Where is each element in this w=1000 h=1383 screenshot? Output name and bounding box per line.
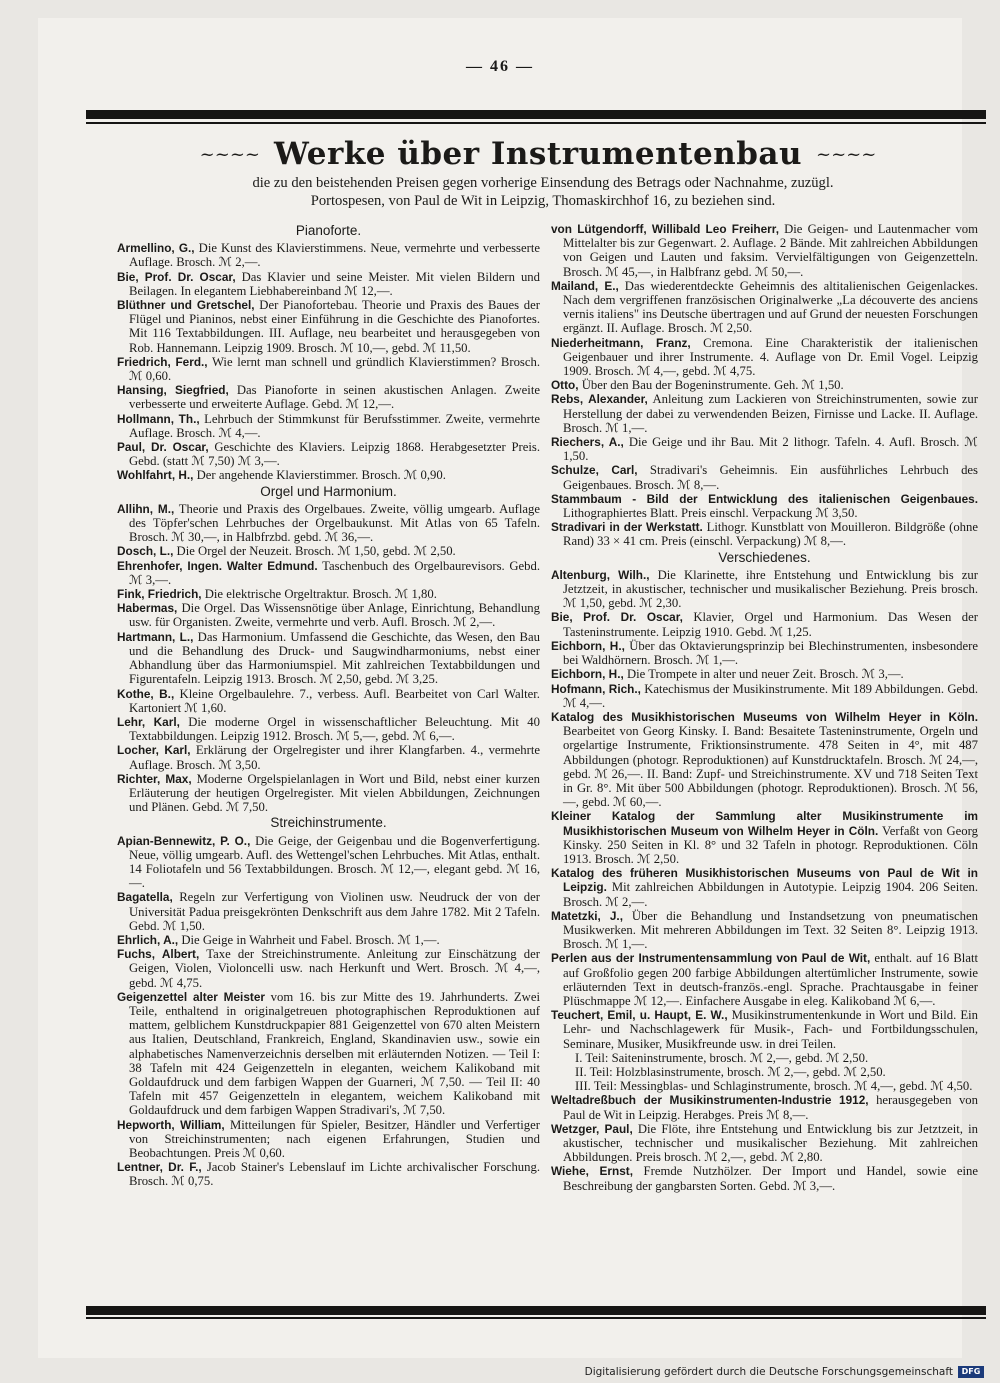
entry-text: Taxe der Streichinstrumente. Anleitung zur Einschätzung der Geigen, Violen, Violoncelli usw. nach Herkunft und Wert. Brosch. ℳ 4,—, gebd. ℳ 4,75. — [129, 947, 540, 990]
entry-author: Hartmann, L., — [117, 629, 194, 644]
entry-author: Bie, Prof. Dr. Oscar, — [117, 269, 236, 284]
book-entry — [117, 743, 540, 771]
title-swash-left: ~~~~ — [199, 143, 260, 165]
entry-author: Otto, — [551, 378, 579, 393]
book-entry — [117, 630, 540, 687]
entry-author: Hansing, Siegfried, — [117, 383, 229, 398]
entry-text: Lithographiertes Blatt. Preis einschl. Verpackung ℳ 3,50. — [563, 506, 858, 521]
book-entry — [117, 772, 540, 815]
book-entry — [551, 520, 978, 548]
book-entry — [551, 222, 978, 279]
entry-author: Stradivari in der Werkstatt. — [551, 520, 703, 535]
subtitle-line-1: die zu den beistehenden Preisen gegen vorherige Einsendung des Betrags oder Nachnahme, zuzügl. — [252, 175, 834, 191]
title-row — [118, 134, 958, 174]
entry-author: Hollmann, Th., — [117, 411, 200, 426]
footer — [585, 1366, 984, 1378]
entry-author: Riechers, A., — [551, 435, 624, 450]
book-entry — [551, 809, 978, 866]
entry-author: Locher, Karl, — [117, 743, 191, 758]
entry-text: Die moderne Orgel in wissenschaftlicher Beleuchtung. Mit 40 Textabbildungen. Leipzig 1912. Brosch. ℳ 5,—, gebd. ℳ 6,—. — [129, 714, 540, 744]
entry-text: Die Orgel der Neuzeit. Brosch. ℳ 1,50, gebd. ℳ 2,50. — [173, 544, 456, 559]
entry-text: Das Klavier und seine Meister. Mit vielen Bildern und Beilagen. In elegantem Liebhabereinband ℳ 12,—. — [129, 269, 540, 298]
book-entry — [117, 468, 540, 482]
entry-author: Altenburg, Wilh., — [551, 567, 650, 582]
entry-text: Über die Behandlung und Instandsetzung von pneumatischen Musikwerken. Mit mehreren Abbildungen im Text. 32 Seiten 8°. Leipzig 1913. Brosch. ℳ 1,—. — [563, 908, 978, 952]
section-heading: Streichinstrumente. — [270, 815, 387, 831]
book-entry — [117, 412, 540, 440]
right-column — [551, 222, 978, 1193]
book-entry — [117, 715, 540, 743]
entry-author: Rebs, Alexander, — [551, 392, 648, 407]
entry-author: Ehrlich, A., — [117, 932, 179, 947]
entry-text: Der angehende Klavierstimmer. Brosch. ℳ 0,90. — [193, 468, 446, 483]
book-entry — [551, 336, 978, 379]
book-entry — [551, 710, 978, 809]
entry-text: Lithogr. Kunstblatt von Mouilleron. Bildgröße (ohne Rand) 33 × 41 cm. Preis (einschl. Verpackung) ℳ 8,—. — [563, 520, 978, 549]
book-entry — [551, 1008, 978, 1051]
bottom-rule — [86, 1306, 986, 1315]
entry-author: Stammbaum - Bild der Entwicklung des italienischen Geigenbaues. — [551, 491, 978, 506]
entry-text: Fremde Nutzhölzer. Der Import und Handel, sowie eine Beschreibung der gangbarsten Sorten. Gebd. ℳ 3,—. — [563, 1164, 979, 1193]
entry-author: Dosch, L., — [117, 544, 174, 559]
entry-author: Lentner, Dr. F., — [117, 1160, 202, 1175]
book-entry — [551, 1164, 978, 1192]
entry-author: Wetzger, Paul, — [551, 1121, 633, 1136]
entry-text: Die Geige, der Geigenbau und die Bogenverfertigung. Neue, völlig umgearb. Aufl. des Wettengel'schen Lehrbuches. Mit Atlas, enthalt. 14 Foliotafeln und 56 Textabbildungen. Brosch. ℳ 12,—, elegant gebd. ℳ 16,—. — [129, 833, 540, 891]
title-swash-right: ~~~~ — [816, 143, 877, 165]
entry-text: Die Geigen- und Lautenmacher vom Mittelalter bis zur Gegenwart. 2. Auflage. 2 Bände. Mit zahlreichen Abbildungen von Geigen und Lauten und faksim. Vervielfältigungen von Geigenzetteln. Brosch. ℳ 45,—, in Halbfranz gebd. ℳ 50,—. — [563, 222, 979, 279]
book-entry — [551, 610, 978, 638]
entry-author: Allihn, M., — [117, 501, 175, 516]
entry-text: Theorie und Praxis des Orgelbaues. Zweite, völlig umgearb. Auflage des Töpfer'schen Lehrbuches der Orgelbaukunst. Mit Atlas von 65 Tafeln. Brosch. ℳ 30,—, in Halbfrzbd. gebd. ℳ 36,—. — [129, 501, 541, 545]
book-entry — [551, 667, 978, 681]
entry-author: Kothe, B., — [117, 686, 175, 701]
book-entry — [117, 270, 540, 298]
entry-author: Perlen aus der Instrumentensammlung von Paul de Wit, — [551, 951, 871, 966]
dfg-logo: DFG — [958, 1366, 984, 1378]
entry-text: Mit zahlreichen Abbildungen in Autotypie. Leipzig 1904. 206 Seiten. Brosch. ℳ 2,—. — [563, 880, 978, 909]
book-entry — [551, 682, 978, 710]
entry-author: Richter, Max, — [117, 771, 192, 786]
entry-text: Über den Bau der Bogeninstrumente. Geh. ℳ 1,50. — [578, 378, 844, 393]
entry-text: Die Trompete in alter und neuer Zeit. Brosch. ℳ 3,—. — [623, 667, 904, 682]
entry-text: enthalt. auf 16 Blatt auf Großfolio gegen 200 farbige Abbildungen altertümlicher Instrumente, sowie erläuternden Text in deutsch-französ.-engl. Sprache. Prachtausgabe in feiner Plüschmappe ℳ 12,—. Einfachere Ausgabe in eleg. Kalikoband ℳ 6,—. — [563, 951, 978, 1008]
entry-text: Verfaßt von Georg Kinsky. 250 Seiten in Kl. 8° und 32 Tafeln in photogr. Reproduktionen. Cöln 1913. Brosch. ℳ 2,50. — [563, 823, 978, 866]
entry-text: Anleitung zum Lackieren von Streichinstrumenten, sowie zur Herstellung der dabei zu verwendenden Beizen, Firnisse und Lacke. II. Auflage. Brosch. ℳ 1,—. — [563, 392, 978, 435]
book-entry — [117, 890, 540, 933]
entry-author: von Lütgendorff, Willibald Leo Freiherr, — [551, 222, 779, 236]
section-heading: Verschiedenes. — [718, 549, 811, 565]
book-entry — [551, 378, 978, 392]
book-entry — [551, 639, 978, 667]
entry-author: Eichborn, H., — [551, 638, 625, 653]
subtitle-line-2: Portospesen, von Paul de Wit in Leipzig, Thomaskirchhof 16, zu beziehen sind. — [310, 193, 776, 209]
book-entry — [551, 492, 978, 520]
entry-author: Habermas, — [117, 601, 178, 616]
book-entry — [117, 502, 540, 545]
book-entry — [551, 909, 978, 952]
sub-entry: III. Teil: Messingblas- und Schlaginstrumente, brosch. ℳ 4,—, gebd. ℳ 4,50. — [575, 1079, 973, 1094]
entry-author: Schulze, Carl, — [551, 463, 638, 478]
entry-author: Matetzki, J., — [551, 908, 623, 923]
section-heading: Orgel und Harmonium. — [260, 483, 397, 499]
book-entry — [117, 1160, 540, 1188]
entry-text: Die Orgel. Das Wissensnötige über Anlage, Einrichtung, Behandlung usw. für Organisten. Zweite, vermehrte und verb. Aufl. Brosch. ℳ 2,—. — [129, 601, 540, 630]
entry-text: Das wiederentdeckte Geheimnis des altitalienischen Geigenlackes. Nach dem vergriffenen französischen Originalwerke „La découverte des anciens vernis italiens" ins Deutsche übertragen und auf Grund der neuesten Forschungen ergänzt. II. Auflage. Brosch. ℳ 2,50. — [563, 278, 978, 336]
page-number: — 46 — — [466, 58, 534, 75]
entry-author: Teuchert, Emil, u. Haupt, E. W., — [551, 1008, 728, 1023]
book-entry — [551, 1122, 978, 1165]
entry-text: Jacob Stainer's Lebenslauf im Lichte archivalischer Forschung. Brosch. ℳ 0,75. — [129, 1160, 540, 1189]
entry-text: Taschenbuch des Orgelbaurevisors. Gebd. ℳ 3,—. — [129, 558, 540, 587]
entry-author: Hepworth, William, — [117, 1117, 225, 1132]
book-entry — [117, 383, 540, 411]
entry-text: Kleine Orgelbaulehre. 7., verbess. Aufl. Bearbeitet von Carl Walter. Kartoniert ℳ 1,60. — [129, 686, 540, 715]
section-heading: Pianoforte. — [295, 223, 362, 238]
entry-text: Musikinstrumentenkunde in Wort und Bild. Ein Lehr- und Nachschlagewerk für Musik-, Fach- und Fortbildungsschulen, Seminare, Musiker, Musikfreunde usw. in drei Teilen. — [563, 1008, 978, 1051]
entry-text: Die Klarinette, ihre Entstehung und Entwicklung bis zur Jetztzeit, in akustischer, technischer und musikalischer Beziehung. Preis brosch. ℳ 1,50, gebd. ℳ 2,30. — [563, 567, 979, 611]
entry-text: Die Geige in Wahrheit und Fabel. Brosch. ℳ 1,—. — [178, 932, 440, 947]
book-entry — [551, 392, 978, 435]
book-entry — [117, 1118, 540, 1161]
book-entry — [551, 866, 978, 909]
entry-text: Die elektrische Orgeltraktur. Brosch. ℳ 1,80. — [201, 587, 437, 602]
entry-text: Über das Oktavierungsprinzip bei Blechinstrumenten, insbesondere bei Waldhörnern. Brosch. ℳ 1,—. — [563, 638, 978, 668]
entry-text: Die Flöte, ihre Entstehung und Entwicklung bis zur Jetztzeit, in akustischer, technischer und musikalischer Beziehung. Mit zahlreichen Abbildungen. Preis brosch. ℳ 2,—, gebd. ℳ 2,80. — [563, 1121, 978, 1165]
entry-author: Wohlfahrt, H., — [117, 468, 194, 483]
entry-author: Katalog des früheren Musikhistorischen Museums von Paul de Wit in Leipzig. — [551, 866, 978, 895]
book-entry — [551, 951, 978, 1008]
entry-author: Wiehe, Ernst, — [551, 1164, 633, 1179]
page-title: Werke über Instrumentenbau — [273, 136, 803, 172]
book-entry — [117, 947, 540, 990]
entry-text: Geschichte des Klaviers. Leipzig 1868. Herabgesetzter Preis. Gebd. (statt ℳ 7,50) ℳ 3,—. — [129, 440, 540, 469]
book-entry — [117, 933, 540, 947]
entry-author: Hofmann, Rich., — [551, 681, 641, 696]
entry-author: Weltadreßbuch der Musikinstrumenten-Industrie 1912, — [551, 1093, 869, 1108]
entry-text: Klavier, Orgel und Harmonium. Das Wesen der Tasteninstrumente. Leipzig 1910. Gebd. ℳ 1,25. — [563, 610, 978, 639]
entry-text: Stradivari's Geheimnis. Ein ausführliches Lehrbuch des Geigenbaues. Brosch. ℳ 8,—. — [563, 463, 978, 492]
entry-author: Katalog des Musikhistorischen Museums von Wilhelm Heyer in Köln. — [551, 709, 978, 724]
entry-author: Fuchs, Albert, — [117, 947, 200, 962]
book-entry — [551, 279, 978, 336]
entry-author: Kleiner Katalog der Sammlung alter Musikinstrumente im Musikhistorischen Museum von Wilhelm Heyer in Cöln. — [551, 809, 978, 838]
entry-author: Bie, Prof. Dr. Oscar, — [551, 610, 683, 625]
entry-author: Armellino, G., — [117, 241, 195, 256]
book-entry — [117, 544, 540, 558]
book-entry — [117, 834, 540, 891]
book-entry — [117, 440, 540, 468]
entry-author: Geigenzettel alter Meister — [117, 989, 265, 1004]
entry-text: Erklärung der Orgelregister und ihrer Klangfarben. 4., vermehrte Auflage. Brosch. ℳ 3,50. — [129, 743, 540, 772]
book-entry — [117, 298, 540, 355]
entry-text: Das Pianoforte in seinen akustischen Anlagen. Zweite verbesserte und erweiterte Auflage. Gebd. ℳ 12,—. — [129, 383, 540, 412]
entry-text: Lehrbuch der Stimmkunst für Berufsstimmer. Zweite, vermehrte Auflage. Brosch. ℳ 4,—. — [129, 411, 540, 440]
entry-author: Bagatella, — [117, 890, 173, 905]
entry-author: Paul, Dr. Oscar, — [117, 440, 209, 455]
entry-text: Die Kunst des Klavierstimmens. Neue, vermehrte und verbesserte Auflage. Brosch. ℳ 2,—. — [129, 241, 540, 270]
sub-entry: II. Teil: Holzblasinstrumente, brosch. ℳ 2,—, gebd. ℳ 2,50. — [575, 1064, 886, 1079]
entry-author: Blüthner und Gretschel, — [117, 298, 255, 313]
entry-author: Fink, Friedrich, — [117, 587, 202, 602]
entry-text: Mitteilungen für Spieler, Besitzer, Händler und Verfertiger von Streichinstrumenten; nach eigenen Erfahrungen, Studien und Beobachtungen. Preis ℳ 0,60. — [129, 1117, 541, 1160]
book-entry — [551, 1093, 978, 1121]
book-entry — [117, 559, 540, 587]
subtitle — [108, 174, 978, 210]
top-rule — [86, 110, 986, 119]
book-entry — [551, 463, 978, 491]
book-entry — [551, 435, 978, 463]
footer-text: Digitalisierung gefördert durch die Deutsche Forschungsgemeinschaft — [584, 1366, 953, 1378]
entry-text: Regeln zur Verfertigung von Violinen usw. Neudruck der von der Universität Padua preisgekrönten Denkschrift aus dem Jahre 1782. Mit 2 Tafeln. Gebd. ℳ 1,50. — [129, 890, 540, 933]
sub-entry: I. Teil: Saiteninstrumente, brosch. ℳ 2,—, gebd. ℳ 2,50. — [575, 1050, 869, 1065]
bottom-rule-thin — [86, 1317, 986, 1319]
book-entry — [551, 568, 978, 611]
entry-author: Friedrich, Ferd., — [117, 354, 208, 369]
book-entry — [117, 990, 540, 1118]
entry-text: Bearbeitet von Georg Kinsky. I. Band: Besaitete Tasteninstrumente, Orgeln und orgelartige Instrumente, Friktionsinstrumente. 478 Seiten in 4°, mit 487 Abbildungen (photogr. Reproduktionen) auf Kunstdrucktafeln. Brosch. ℳ 24,—, gebd. ℳ 26,—. II. Band: Zupf- und Streichinstrumente. XV und 718 Seiten Text in Gr. 8°. Mit über 500 Abbildungen (photogr. Reproduktionen). Brosch. ℳ 56,—, gebd. ℳ 60,—. — [563, 724, 978, 810]
entry-text: Das Harmonium. Umfassend die Geschichte, das Wesen, den Bau und die Behandlung des Druck- und Saugwindharmoniums, nebst einer Abhandlung über das Harmoniumspiel. Mit zahlreichen Textabbildungen und Figurentafeln. Leipzig 1913. Brosch. ℳ 2,50, gebd. ℳ 3,25. — [129, 629, 540, 687]
book-entry — [117, 601, 540, 629]
entry-author: Apian-Bennewitz, P. O., — [117, 833, 251, 848]
entry-text: Moderne Orgelspielanlagen in Wort und Bild, nebst einer kurzen Erläuterung der heutigen Orgelregister. Mit vielen Abbildungen, Zeichnungen und Plänen. Gebd. ℳ 7,50. — [129, 771, 541, 815]
entry-author: Niederheitmann, Franz, — [551, 335, 691, 350]
entry-author: Eichborn, H., — [551, 667, 624, 682]
entry-text: Der Pianofortebau. Theorie und Praxis des Baues der Flügel und Pianinos, nebst einer Einführung in die Geschichte des Pianofortes. Mit 116 Textabbildungen. III. Auflage, neu bearbeitet und herausgegeben von Rob. Hannemann. Leipzig 1909. Brosch. ℳ 10,—, gebd. ℳ 11,50. — [129, 298, 540, 355]
entry-author: Ehrenhofer, Ingen. Walter Edmund. — [117, 558, 318, 573]
entry-text: Wie lernt man schnell und gründlich Klavierstimmen? Brosch. ℳ 0,60. — [129, 354, 540, 384]
book-entry — [117, 241, 540, 269]
entry-text: Die Geige und ihr Bau. Mit 2 lithogr. Tafeln. 4. Aufl. Brosch. ℳ 1,50. — [563, 435, 978, 464]
left-column — [117, 222, 540, 1189]
book-entry — [117, 587, 540, 601]
top-rule-thin — [86, 122, 986, 124]
entry-text: Cremona. Eine Charakteristik der italienischen Geigenbauer und ihrer Instrumente. 4. Auflage von Dr. Emil Vogel. Leipzig 1909. Brosch. ℳ 4,—, gebd. ℳ 4,75. — [563, 335, 979, 379]
entry-text: herausgegeben von Paul de Wit in Leipzig. Herabges. Preis ℳ 8,—. — [563, 1093, 978, 1122]
entry-author: Lehr, Karl, — [117, 714, 180, 729]
scanned-page — [38, 18, 979, 1358]
book-entry — [117, 687, 540, 715]
entry-author: Mailand, E., — [551, 278, 619, 293]
book-entry — [117, 355, 540, 383]
entry-text: Katechismus der Musikinstrumente. Mit 189 Abbildungen. Gebd. ℳ 4,—. — [563, 681, 978, 710]
entry-text: vom 16. bis zur Mitte des 19. Jahrhunderts. Zwei Teile, enthaltend in originalgetreuen photographischen Reproduktionen auf mattem, gelblichem Kunstdruckpapier 881 Geigenzettel von 670 alten Meistern aus Italien, Deutschland, Frankreich, England, Skandinavien usw., sowie ein alphabetisches Namenverzeichnis derselben mit erläuternden Notizen. — Teil I: 38 Tafeln mit 424 Geigenzetteln in eleganten, weichem Kalikoband mit Goldaufdruck und dem farbigen Wappen der Guarneri, ℳ 7,50. — Teil II: 40 Tafeln mit 457 Geigenzetteln in elegantem, weichem Kalikoband mit Goldaufdruck und dem farbigen Wappen Stradivari's, ℳ 7,50. — [129, 989, 540, 1118]
